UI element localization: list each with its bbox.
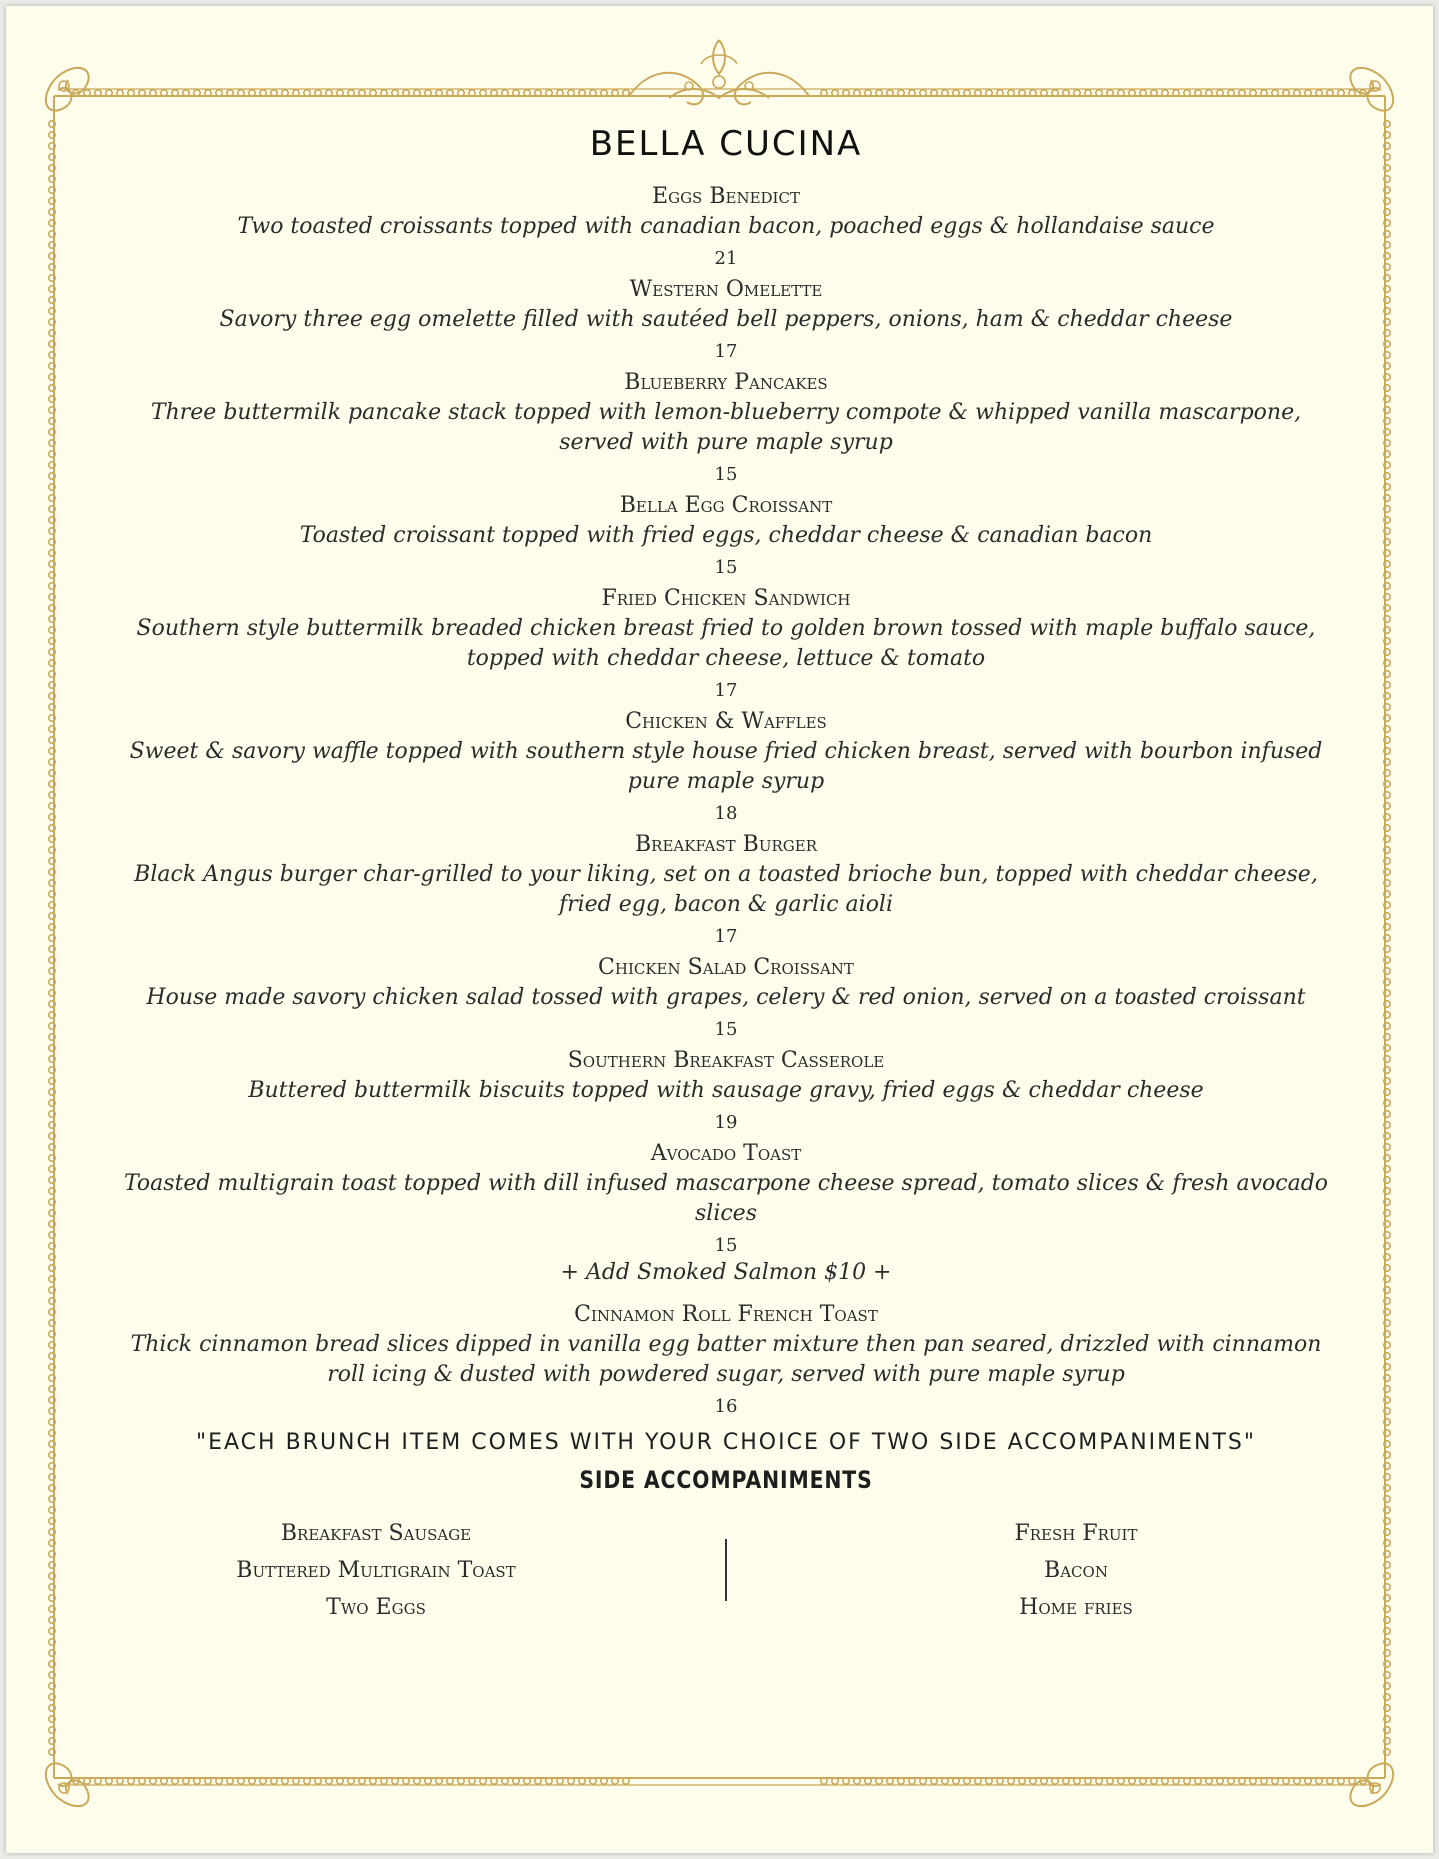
menu-item (96, 707, 1356, 830)
side-item: Two Eggs (326, 1595, 426, 1620)
menu-item (96, 584, 1356, 707)
item-name: Chicken & Waffles (625, 709, 827, 734)
item-description: Southern style buttermilk breaded chicken breast fried to golden brown tossed with maple buffalo sauce, (136, 616, 1316, 641)
side-item: Breakfast Sausage (280, 1521, 472, 1546)
sides-note: "EACH BRUNCH ITEM COMES WITH YOUR CHOICE OF TWO SIDE ACCOMPANIMENTS" (196, 1430, 1256, 1455)
menu-item (96, 368, 1356, 491)
item-description: Three buttermilk pancake stack topped with lemon-blueberry compote & whipped vanilla mascarpone, (150, 400, 1302, 425)
item-description: Toasted multigrain toast topped with dill infused mascarpone cheese spread, tomato slices & fresh avocado (123, 1171, 1329, 1196)
item-description: Sweet & savory waffle topped with southern style house fried chicken breast, served with bourbon infused (129, 739, 1323, 764)
item-description: Toasted croissant topped with fried eggs, cheddar cheese & canadian bacon (299, 523, 1153, 548)
item-description: topped with cheddar cheese, lettuce & tomato (466, 646, 986, 671)
item-price: 15 (714, 1019, 738, 1040)
sides-section (96, 1515, 1356, 1626)
item-price: 15 (714, 464, 738, 485)
item-name: Blueberry Pancakes (624, 370, 828, 395)
item-description: pure maple syrup (627, 769, 825, 794)
menu-item (96, 491, 1356, 584)
menu-item (96, 830, 1356, 953)
menu-page (6, 6, 1433, 1853)
item-price: 15 (714, 1235, 738, 1256)
item-description: Black Angus burger char-grilled to your liking, set on a toasted brioche bun, topped with cheddar cheese, (134, 862, 1318, 887)
menu-item (96, 1139, 1356, 1288)
side-item: Home fries (1019, 1595, 1133, 1620)
item-description: House made savory chicken salad tossed with grapes, celery & red onion, served on a toasted croissant (146, 985, 1306, 1010)
sides-divider (725, 1539, 727, 1601)
side-item: Buttered Multigrain Toast (236, 1558, 516, 1583)
item-description: slices (695, 1201, 757, 1226)
item-description: fried egg, bacon & garlic aioli (558, 892, 894, 917)
item-price: 21 (714, 248, 738, 269)
item-description: Thick cinnamon bread slices dipped in vanilla egg batter mixture then pan seared, drizzled with cinnamon (130, 1332, 1322, 1357)
menu-item (96, 275, 1356, 368)
item-price: 15 (714, 557, 738, 578)
item-description: served with pure maple syrup (559, 430, 893, 455)
item-addon: + Add Smoked Salmon $10 + (560, 1260, 892, 1285)
item-name: Fried Chicken Sandwich (601, 586, 851, 611)
side-item: Bacon (1044, 1558, 1108, 1583)
menu-content (96, 124, 1356, 1626)
restaurant-title: BELLA CUCINA (589, 124, 863, 164)
item-price: 16 (714, 1396, 738, 1417)
sides-heading: SIDE ACCOMPANIMENTS (579, 1466, 873, 1494)
side-item: Fresh Fruit (1014, 1521, 1138, 1546)
item-name: Southern Breakfast Casserole (567, 1048, 885, 1073)
menu-item (96, 1046, 1356, 1139)
item-price: 18 (714, 803, 738, 824)
item-name: Avocado Toast (650, 1141, 802, 1166)
item-description: Buttered buttermilk biscuits topped with sausage gravy, fried eggs & cheddar cheese (248, 1078, 1204, 1103)
item-name: Eggs Benedict (652, 184, 800, 209)
item-price: 17 (714, 341, 738, 362)
item-name: Cinnamon Roll French Toast (574, 1302, 878, 1327)
sides-right-column (796, 1515, 1356, 1626)
menu-item (96, 182, 1356, 275)
menu-items (96, 182, 1356, 1423)
sides-left-column (96, 1515, 656, 1626)
menu-item (96, 953, 1356, 1046)
item-name: Breakfast Burger (635, 832, 817, 857)
menu-item (96, 1300, 1356, 1423)
item-name: Bella Egg Croissant (619, 493, 833, 518)
item-description: Savory three egg omelette filled with sautéed bell peppers, onions, ham & cheddar cheese (219, 307, 1233, 332)
item-price: 17 (714, 926, 738, 947)
item-description: Two toasted croissants topped with canadian bacon, poached eggs & hollandaise sauce (237, 214, 1215, 239)
item-price: 17 (714, 680, 738, 701)
item-description: roll icing & dusted with powdered sugar, served with pure maple syrup (327, 1362, 1125, 1387)
item-name: Chicken Salad Croissant (598, 955, 854, 980)
item-name: Western Omelette (629, 277, 823, 302)
item-price: 19 (714, 1112, 738, 1133)
